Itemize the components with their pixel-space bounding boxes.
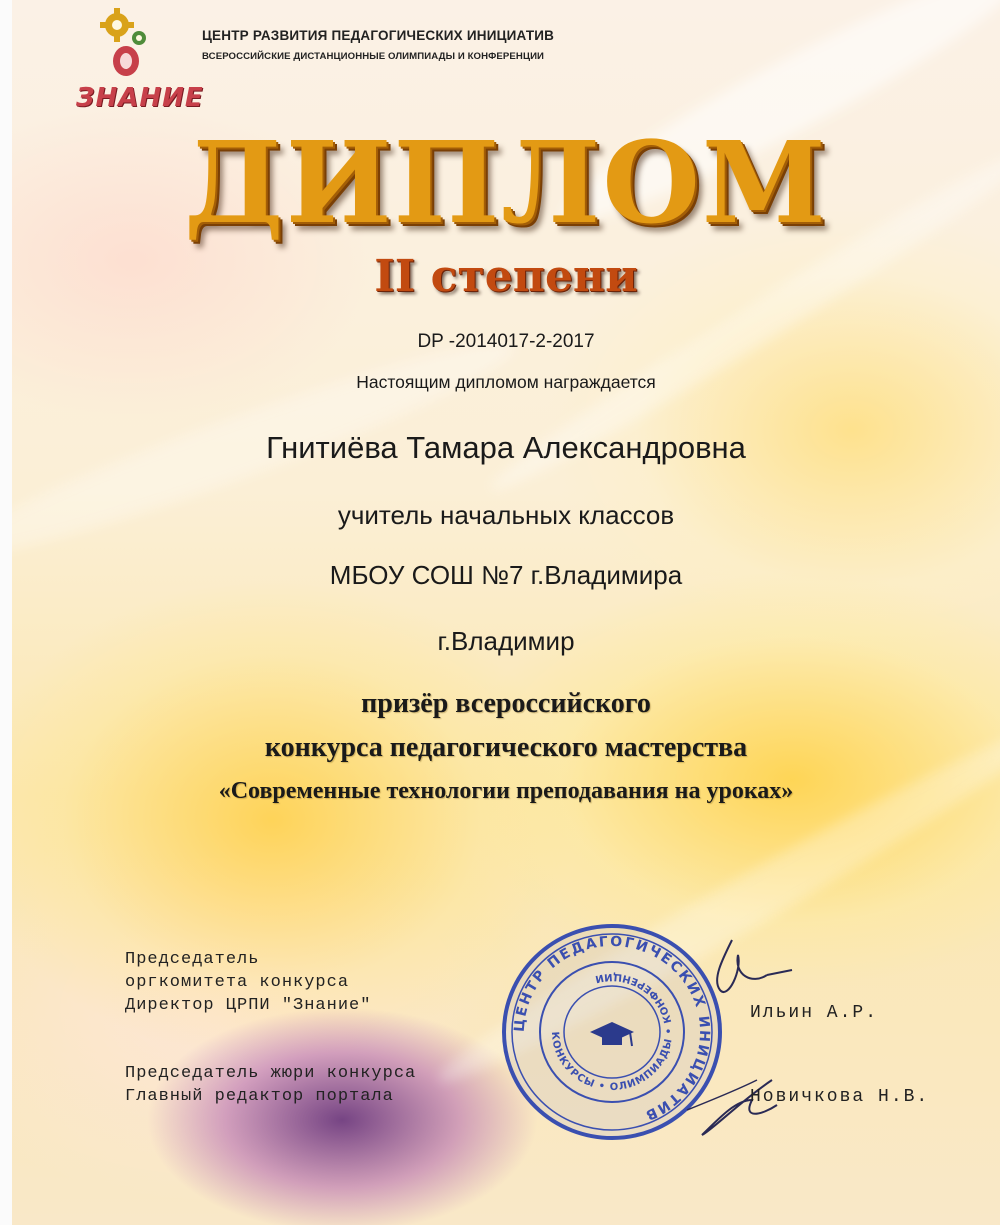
signature-block-jury: Председатель жюри конкурса Главный редактор портала xyxy=(125,1064,417,1106)
award-line-2: конкурса педагогического мастерства xyxy=(264,732,748,763)
handwritten-signatures xyxy=(642,930,802,1150)
signature-block-chairman: Председатель оргкомитета конкурса Директор ЦРПИ "Знание" xyxy=(125,950,372,1015)
recipient-city: г.Владимир xyxy=(437,626,575,656)
signer-1-name: Ильин А.Р. xyxy=(750,1003,879,1023)
diploma-degree: II степени xyxy=(374,251,638,302)
recipient-position: учитель начальных классов xyxy=(337,500,675,530)
seal-inner-text: КОНКУРСЫ • ОЛИМПИАДЫ • КОНФЕРЕНЦИИ xyxy=(548,970,676,1094)
gear-icon xyxy=(100,8,134,42)
recipient-school: МБОУ СОШ №7 г.Владимира xyxy=(329,560,683,590)
org-subtitle: ВСЕРОССИЙСКИЕ ДИСТАНЦИОННЫЕ ОЛИМПИАДЫ И КОНФЕРЕНЦИИ xyxy=(202,51,545,62)
award-line-1: призёр всероссийского xyxy=(361,688,651,719)
diploma-title: ДИПЛОМ xyxy=(184,118,828,249)
signer-2-name: Новичкова Н.В. xyxy=(750,1087,930,1107)
diploma-sheet xyxy=(12,0,1000,1225)
awarded-text: Настоящим дипломом награждается xyxy=(356,372,656,392)
award-line-3: «Современные технологии преподавания на уроках» xyxy=(218,778,794,804)
znanie-logo xyxy=(42,5,222,113)
logo-text: ЗНАНИЕ xyxy=(76,83,204,113)
seal-outer-text: ЦЕНТР ПЕДАГОГИЧЕСКИХ ИНИЦИАТИВ xyxy=(511,933,713,1124)
small-gear-icon xyxy=(132,31,146,45)
registration-number: DP -2014017-2-2017 xyxy=(417,331,595,352)
recipient-name: Гнитиёва Тамара Александровна xyxy=(266,430,746,465)
org-name: ЦЕНТР РАЗВИТИЯ ПЕДАГОГИЧЕСКИХ ИНИЦИАТИВ xyxy=(202,28,555,43)
